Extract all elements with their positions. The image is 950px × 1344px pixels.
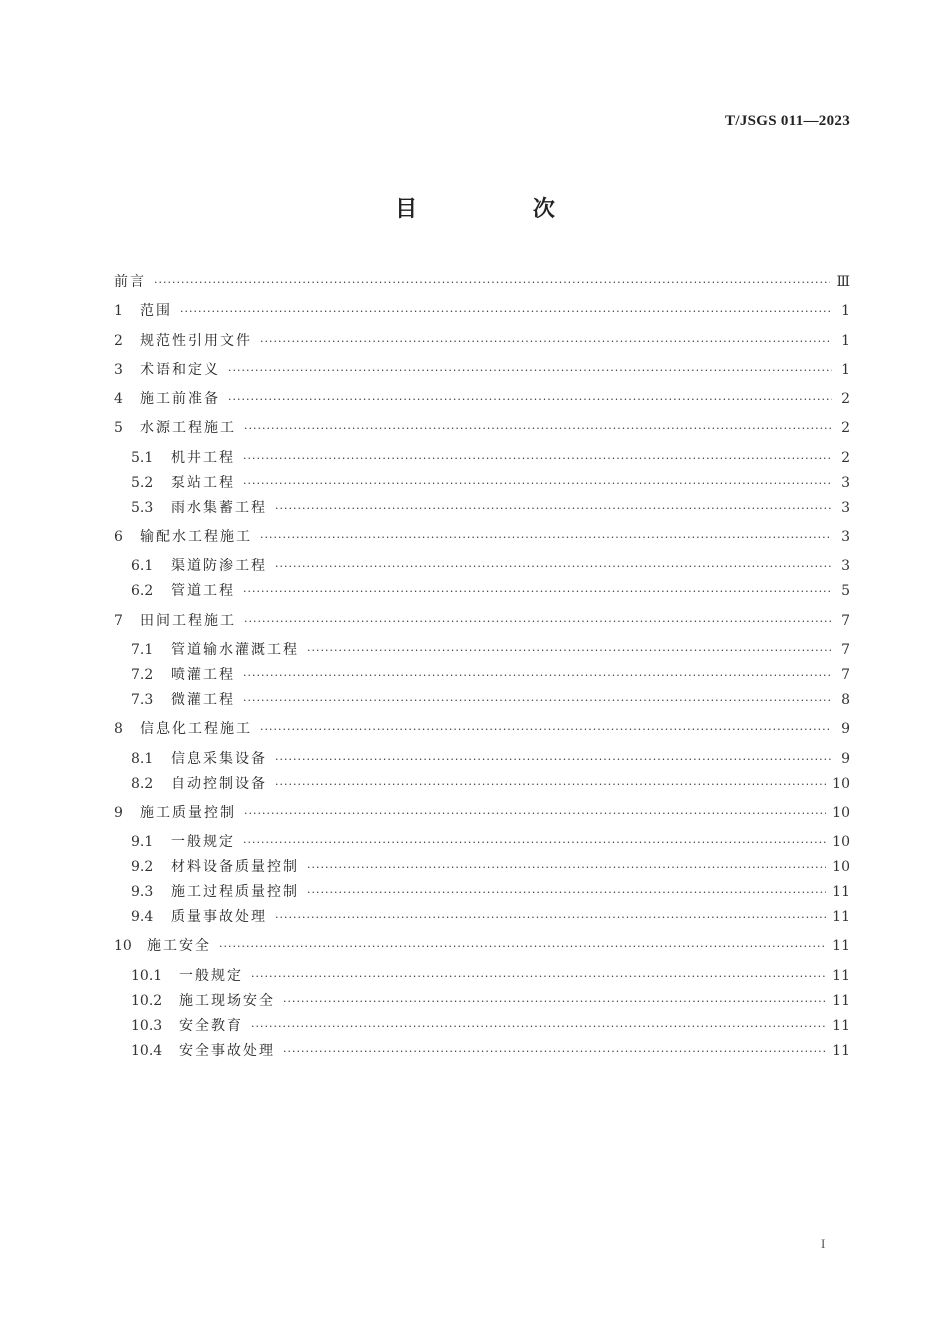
toc-entry-label: 信息化工程施工 xyxy=(140,721,252,738)
toc-entry-number: 7.3 xyxy=(131,691,154,708)
toc-dot-leader xyxy=(275,772,826,797)
toc-dot-leader xyxy=(244,416,832,441)
toc-entry-number: 9.2 xyxy=(131,859,154,876)
toc-entry-label: 输配水工程施工 xyxy=(140,529,252,546)
toc-entry-number: 9.1 xyxy=(131,834,154,851)
toc-entry[interactable] xyxy=(114,989,850,1014)
toc-entry-page: 9 xyxy=(841,721,850,738)
toc-dot-leader xyxy=(283,1039,826,1064)
toc-dot-leader xyxy=(243,471,832,496)
toc-entry-page: 9 xyxy=(841,750,850,767)
toc-entry-number: 10.1 xyxy=(131,967,163,984)
toc-entry-page: 10 xyxy=(832,834,850,851)
toc-entry[interactable] xyxy=(114,772,850,797)
toc-dot-leader xyxy=(243,830,826,855)
toc-dot-leader xyxy=(228,387,832,412)
toc-entry-number: 5.1 xyxy=(131,449,154,466)
toc-entry-number: 10.2 xyxy=(131,992,163,1009)
toc-dot-leader xyxy=(244,609,832,634)
toc-entry-label: 管道工程 xyxy=(171,583,235,600)
toc-entry[interactable] xyxy=(114,299,850,324)
toc-entry-page: 8 xyxy=(841,691,850,708)
toc-entry-number: 7 xyxy=(114,612,123,629)
toc-entry[interactable] xyxy=(114,1039,850,1064)
toc-entry-label: 自动控制设备 xyxy=(171,775,267,792)
toc-entry[interactable] xyxy=(114,609,850,634)
toc-entry-number: 8 xyxy=(114,721,123,738)
toc-entry-page: 5 xyxy=(841,583,850,600)
toc-dot-leader xyxy=(283,989,826,1014)
toc-entry-page: 11 xyxy=(832,938,850,955)
toc-entry-number: 9.3 xyxy=(131,884,154,901)
toc-entry-label: 术语和定义 xyxy=(140,361,220,378)
toc-entry-number: 7.1 xyxy=(131,641,154,658)
toc-entry-page: 3 xyxy=(841,558,850,575)
toc-entry[interactable] xyxy=(114,663,850,688)
toc-entry-number: 9 xyxy=(114,804,123,821)
toc-entry-label: 施工前准备 xyxy=(140,391,220,408)
toc-entry-number: 4 xyxy=(114,391,123,408)
toc-entry[interactable] xyxy=(114,270,850,295)
toc-entry-label: 微灌工程 xyxy=(171,691,235,708)
toc-entry-page: 1 xyxy=(841,332,850,349)
toc-entry-label: 信息采集设备 xyxy=(171,750,267,767)
toc-entry[interactable] xyxy=(114,880,850,905)
toc-entry-label: 机井工程 xyxy=(171,449,235,466)
toc-entry-page: 10 xyxy=(832,775,850,792)
toc-entry-number: 8.2 xyxy=(131,775,154,792)
toc-entry-number: 10 xyxy=(114,938,132,955)
toc-entry-label: 雨水集蓄工程 xyxy=(171,499,267,516)
toc-dot-leader xyxy=(243,579,832,604)
toc-dot-leader xyxy=(244,801,826,826)
toc-entry[interactable] xyxy=(114,416,850,441)
toc-entry-page: 11 xyxy=(832,884,850,901)
toc-entry-number: 6.2 xyxy=(131,583,154,600)
toc-entry[interactable] xyxy=(114,855,850,880)
toc-entry-page: 11 xyxy=(832,1042,850,1059)
toc-entry-page: 1 xyxy=(841,361,850,378)
toc-entry[interactable] xyxy=(114,688,850,713)
toc-entry-label: 前言 xyxy=(114,274,146,290)
toc-dot-leader xyxy=(251,1014,826,1039)
toc-dot-leader xyxy=(307,638,832,663)
toc-entry[interactable] xyxy=(114,579,850,604)
toc-entry-page: 2 xyxy=(841,449,850,466)
toc-entry-label: 范围 xyxy=(140,303,172,320)
toc-entry-page: 3 xyxy=(841,474,850,491)
toc-entry-page: 7 xyxy=(841,612,850,629)
toc-entry-number: 5 xyxy=(114,420,123,437)
toc-entry[interactable] xyxy=(114,934,850,959)
toc-entry-label: 施工质量控制 xyxy=(140,804,236,821)
toc-dot-leader xyxy=(260,717,832,742)
toc-entry-label: 材料设备质量控制 xyxy=(171,859,299,876)
toc-entry[interactable] xyxy=(114,446,850,471)
toc-entry[interactable] xyxy=(114,1014,850,1039)
toc-entry[interactable] xyxy=(114,554,850,579)
toc-dot-leader xyxy=(243,663,832,688)
toc-entry-page: 11 xyxy=(832,967,850,984)
toc-entry[interactable] xyxy=(114,747,850,772)
toc-entry-label: 一般规定 xyxy=(171,834,235,851)
toc-entry-page: 10 xyxy=(832,859,850,876)
toc-entry-page: 10 xyxy=(832,804,850,821)
toc-entry-page: 7 xyxy=(841,641,850,658)
toc-dot-leader xyxy=(275,554,832,579)
toc-entry-page: 1 xyxy=(841,303,850,320)
toc-entry-label: 规范性引用文件 xyxy=(140,332,252,349)
toc-entry[interactable] xyxy=(114,717,850,742)
toc-entry-number: 10.3 xyxy=(131,1017,163,1034)
toc-dot-leader xyxy=(154,270,830,295)
page-folio: I xyxy=(821,1236,826,1251)
toc-entry-number: 2 xyxy=(114,332,123,349)
toc-dot-leader xyxy=(260,525,832,550)
toc-dot-leader xyxy=(251,964,826,989)
toc-entry-number: 5.3 xyxy=(131,499,154,516)
toc-entry[interactable] xyxy=(114,387,850,412)
toc-entry-number: 10.4 xyxy=(131,1042,163,1059)
toc-entry-number: 3 xyxy=(114,361,123,378)
toc-dot-leader xyxy=(307,880,826,905)
toc-entry[interactable] xyxy=(114,496,850,521)
toc-entry-page: 3 xyxy=(841,499,850,516)
toc-dot-leader xyxy=(180,299,832,324)
toc-entry-label: 施工过程质量控制 xyxy=(171,884,299,901)
toc-entry[interactable] xyxy=(114,358,850,383)
toc-entry-label: 施工安全 xyxy=(147,938,211,955)
toc-entry-number: 7.2 xyxy=(131,666,154,683)
toc-entry-label: 质量事故处理 xyxy=(171,909,267,926)
toc-entry-label: 安全事故处理 xyxy=(179,1042,275,1059)
toc-entry-label: 施工现场安全 xyxy=(179,992,275,1009)
toc-entry-page: 7 xyxy=(841,666,850,683)
toc-dot-leader xyxy=(260,329,832,354)
toc-dot-leader xyxy=(243,446,832,471)
toc-entry-page: 11 xyxy=(832,909,850,926)
toc-entry-number: 8.1 xyxy=(131,750,154,767)
toc-entry[interactable] xyxy=(114,329,850,354)
toc-entry-label: 一般规定 xyxy=(179,967,243,984)
toc-dot-leader xyxy=(275,905,826,930)
standard-number: T/JSGS 011—2023 xyxy=(725,113,850,129)
toc-dot-leader xyxy=(307,855,826,880)
toc-entry-label: 田间工程施工 xyxy=(140,612,236,629)
toc-entry[interactable] xyxy=(114,638,850,663)
toc-entry-number: 5.2 xyxy=(131,474,154,491)
table-of-contents xyxy=(114,270,850,1064)
page-title: 目 次 xyxy=(395,197,609,222)
toc-entry[interactable] xyxy=(114,905,850,930)
toc-dot-leader xyxy=(219,934,826,959)
toc-entry-label: 喷灌工程 xyxy=(171,666,235,683)
toc-dot-leader xyxy=(275,747,832,772)
toc-entry-page: Ⅲ xyxy=(836,274,850,290)
toc-entry[interactable] xyxy=(114,830,850,855)
toc-dot-leader xyxy=(275,496,832,521)
toc-entry-label: 安全教育 xyxy=(179,1017,243,1034)
toc-entry-number: 6 xyxy=(114,529,123,546)
toc-entry-number: 6.1 xyxy=(131,558,154,575)
toc-entry-page: 3 xyxy=(841,529,850,546)
toc-entry[interactable] xyxy=(114,471,850,496)
toc-entry[interactable] xyxy=(114,964,850,989)
toc-entry-number: 9.4 xyxy=(131,909,154,926)
toc-entry-number: 1 xyxy=(114,303,123,320)
toc-entry-label: 水源工程施工 xyxy=(140,420,236,437)
toc-dot-leader xyxy=(228,358,832,383)
toc-dot-leader xyxy=(243,688,832,713)
toc-entry[interactable] xyxy=(114,525,850,550)
toc-entry[interactable] xyxy=(114,801,850,826)
toc-entry-label: 渠道防渗工程 xyxy=(171,558,267,575)
toc-entry-page: 11 xyxy=(832,992,850,1009)
toc-entry-label: 泵站工程 xyxy=(171,474,235,491)
toc-entry-page: 2 xyxy=(841,391,850,408)
toc-entry-label: 管道输水灌溉工程 xyxy=(171,641,299,658)
toc-entry-page: 11 xyxy=(832,1017,850,1034)
toc-entry-page: 2 xyxy=(841,420,850,437)
